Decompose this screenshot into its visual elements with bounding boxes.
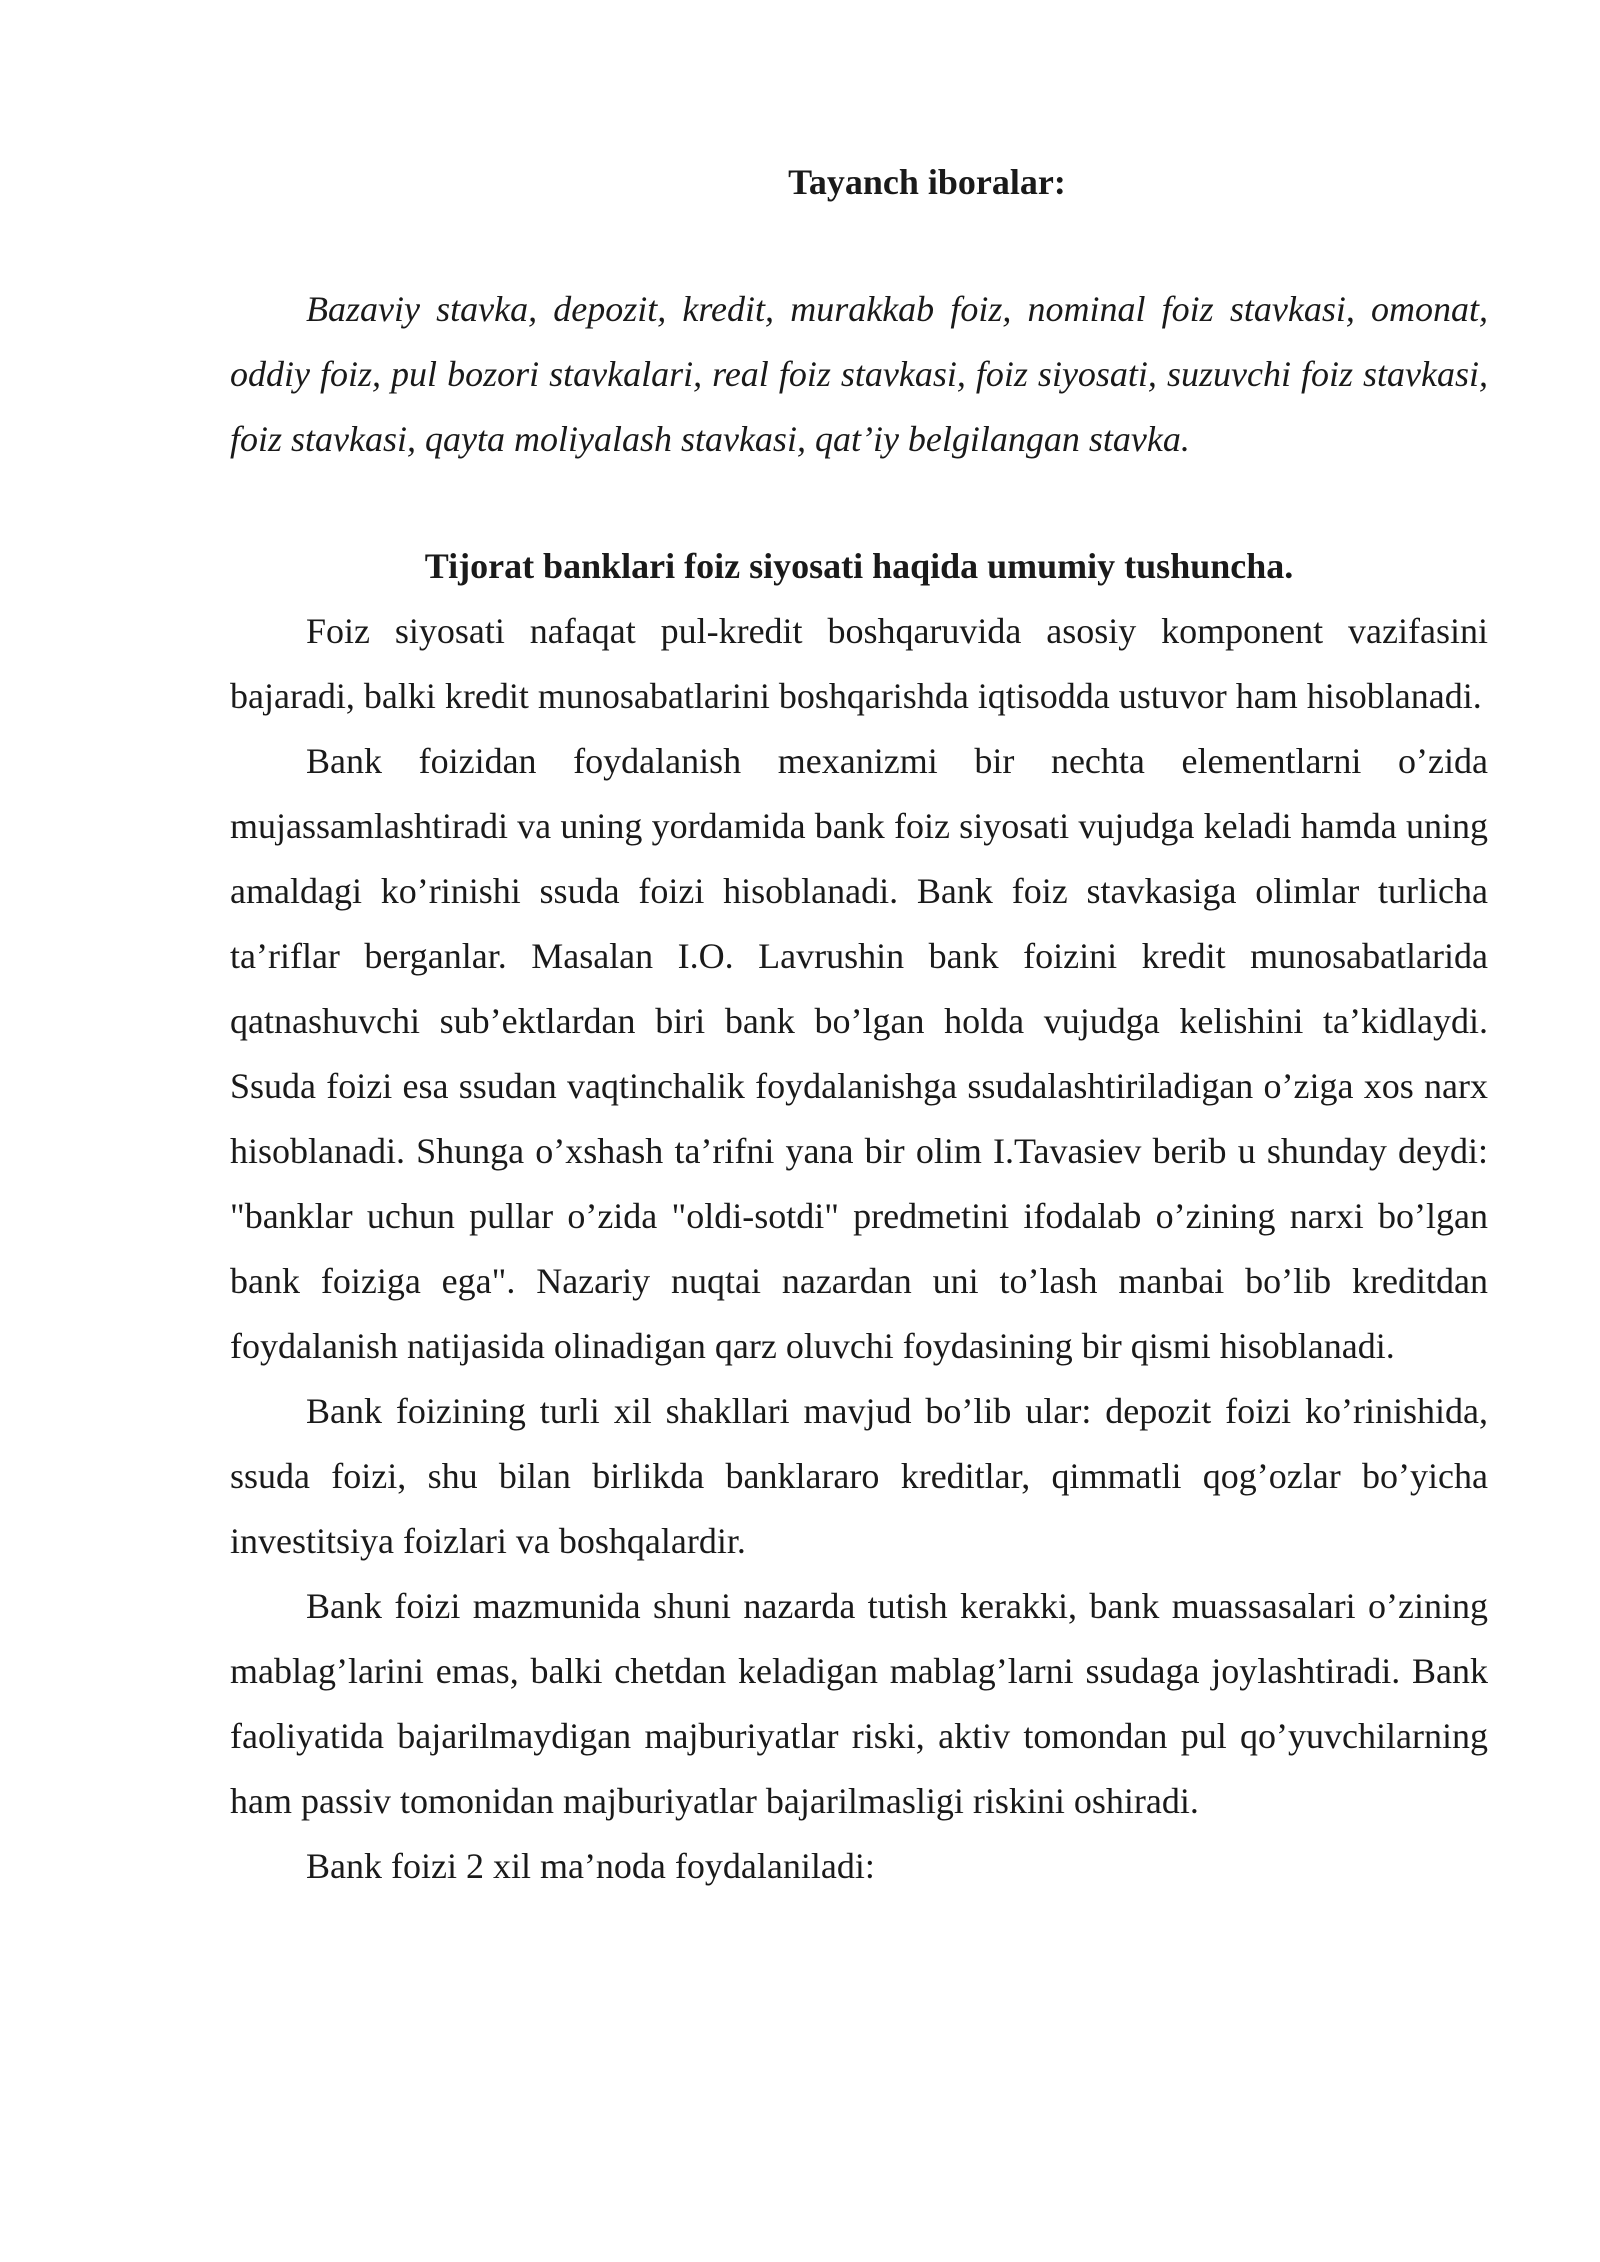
paragraph: Foiz siyosati nafaqat pul-kredit boshqaruvida asosiy komponent vazifasini bajaradi, balki kredit munosabatlarini boshqarishda iqtisodda ustuvor ham hisoblanadi. xyxy=(230,611,1488,716)
paragraph: Bank foizi 2 xil ma’noda foydalaniladi: xyxy=(306,1846,875,1886)
paragraph: Bank foizining turli xil shakllari mavjud bo’lib ular: depozit foizi ko’rinishida, ssuda foizi, shu bilan birlikda banklararo kreditlar, qimmatli qog’ozlar bo’yicha investitsiya foizlari va boshqalardir. xyxy=(230,1391,1488,1561)
document-body xyxy=(230,150,1488,1899)
keywords-heading: Tayanch iboralar: xyxy=(788,162,1066,202)
paragraph: Bank foizi mazmunida shuni nazarda tutish kerakki, bank muassasalari o’zining mablag’larini emas, balki chetdan keladigan mablag’larni ssudaga joylashtiradi. Bank faoliyatida bajarilmaydigan majburiyatlar riski, aktiv tomondan pul qo’yuvchilarning ham passiv tomonidan majburiyatlar bajarilmasligi riskini oshiradi. xyxy=(230,1586,1488,1821)
keywords-list: Bazaviy stavka, depozit, kredit, murakkab foiz, nominal foiz stavkasi, omonat, oddiy foiz, pul bozori stavkalari, real foiz stavkasi, foiz siyosati, suzuvchi foiz stavkasi, foiz stavkasi, qayta moliyalash stavkasi, qat’iy belgilangan stavka. xyxy=(230,289,1488,459)
paragraph: Bank foizidan foydalanish mexanizmi bir nechta elementlarni o’zida mujassamlashtiradi va uning yordamida bank foiz siyosati vujudga keladi hamda uning amaldagi ko’rinishi ssuda foizi hisoblanadi. Bank foiz stavkasiga olimlar turlicha ta’riflar berganlar. Masalan I.O. Lavrushin bank foizini kredit munosabatlarida qatnashuvchi sub’ektlardan biri bank bo’lgan holda vujudga kelishini ta’kidlaydi. Ssuda foizi esa ssudan vaqtinchalik foydalanishga ssudalashtiriladigan o’ziga xos narx hisoblanadi. Shunga o’xshash ta’rifni yana bir olim I.Tavasiev berib u shunday deydi: "banklar uchun pullar o’zida "oldi-sotdi" predmetini ifodalab o’zining narxi bo’lgan bank foiziga ega". Nazariy nuqtai nazardan uni to’lash manbai bo’lib kreditdan foydalanish natijasida olinadigan qarz oluvchi foydasining bir qismi hisoblanadi. xyxy=(230,741,1488,1366)
section-title: Tijorat banklari foiz siyosati haqida umumiy tushuncha. xyxy=(424,546,1294,586)
